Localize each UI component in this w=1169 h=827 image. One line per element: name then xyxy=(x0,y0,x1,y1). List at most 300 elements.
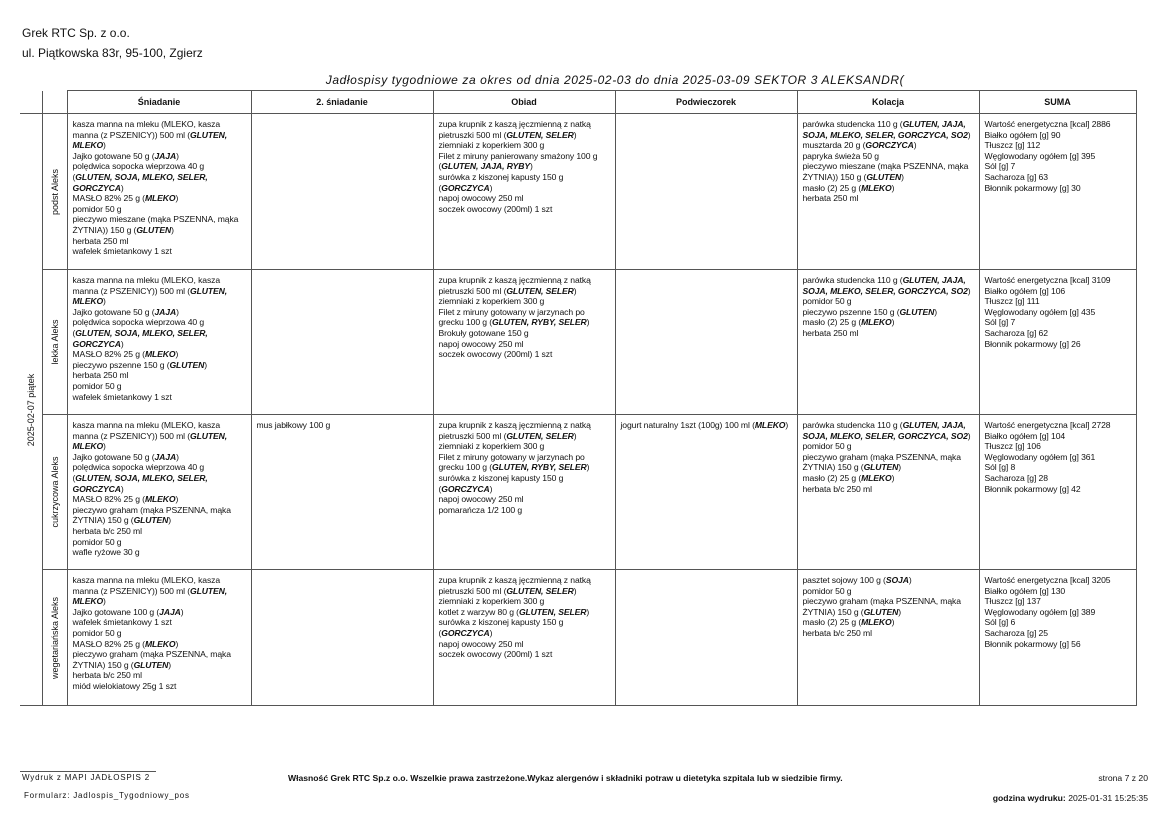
meal-item xyxy=(439,119,610,140)
meal-item xyxy=(439,617,610,638)
print-time-label: godzina wydruku: xyxy=(992,793,1066,803)
meal-item-text: herbata 250 ml xyxy=(802,193,859,204)
meal-item-text: Filet z miruny panierowany smażony 100 g ( xyxy=(438,150,598,172)
allergen-list: GLUTEN xyxy=(136,224,172,235)
diet-cell xyxy=(42,270,67,415)
header-col-obiad: Obiad xyxy=(433,91,615,114)
nutrition-value: Białko ogółem [g] 90 xyxy=(984,129,1061,140)
meal-item-text: pomidor 50 g xyxy=(72,203,122,214)
header-col-podwieczorek: Podwieczorek xyxy=(615,91,797,114)
nutrition-value: Sacharoza [g] 63 xyxy=(984,171,1048,182)
meal-item xyxy=(803,119,974,140)
allergen-list: GLUTEN, SELER xyxy=(506,585,574,596)
meal-item-text: ) xyxy=(120,182,124,193)
nutrition-value: Wartość energetyczna [kcal] 2728 xyxy=(984,420,1111,430)
diet-cell xyxy=(42,415,67,570)
footer-page-number: strona 7 z 20 xyxy=(1098,773,1148,783)
diet-row xyxy=(20,270,1136,415)
footer-divider xyxy=(20,771,156,772)
meal-item-text: soczek owocowy (200ml) 1 szt xyxy=(438,649,553,660)
meal-item xyxy=(73,649,246,670)
meal-item xyxy=(803,452,974,473)
allergen-list: GLUTEN, MLEKO xyxy=(72,285,228,307)
allergen-list: GLUTEN, SELER xyxy=(506,285,574,296)
allergen-list: GLUTEN, SOJA, MLEKO, SELER, GORCZYCA xyxy=(72,171,208,193)
meal-item xyxy=(439,639,610,650)
meal-item-text: pasztet sojowy 100 g ( xyxy=(802,575,886,585)
meal-cell-podwieczorek xyxy=(615,114,797,270)
meal-item-text: ) xyxy=(586,317,590,328)
meal-item xyxy=(73,670,246,681)
meal-item-text: ) xyxy=(908,575,912,585)
nutrition-value: Sól [g] 8 xyxy=(984,462,1016,473)
meal-item-text: ) xyxy=(967,285,971,296)
date-cell xyxy=(20,114,42,706)
meal-item-text: ) xyxy=(175,193,179,204)
meal-item xyxy=(73,204,246,215)
meal-item-text: ziemniaki z koperkiem 300 g xyxy=(438,296,545,307)
meal-item-text: parówka studencka 110 g ( xyxy=(802,275,903,285)
meal-item xyxy=(803,193,974,204)
meal-item xyxy=(73,420,246,452)
meal-item xyxy=(73,360,246,371)
nutrition-value: Sacharoza [g] 28 xyxy=(984,472,1048,483)
nutrition-value: Węglowodany ogółem [g] 361 xyxy=(984,451,1096,462)
meal-item xyxy=(803,307,974,318)
meal-item-text: pieczywo graham (mąka PSZENNA, mąka ŻYTNIA) 150 g ( xyxy=(72,504,231,526)
meal-item xyxy=(803,484,974,495)
allergen-list: MLEKO xyxy=(144,349,176,360)
nutrition-value: Wartość energetyczna [kcal] 2886 xyxy=(984,119,1111,129)
footer-print-time xyxy=(993,793,1148,803)
meal-item-text: wafelek śmietankowy 1 szt xyxy=(72,246,172,257)
meal-item xyxy=(73,617,246,628)
allergen-list: SOJA xyxy=(885,575,909,585)
meal-item-text: MASŁO 82% 25 g ( xyxy=(72,193,145,204)
nutrition-value: Tłuszcz [g] 112 xyxy=(984,140,1041,151)
meal-cell-obiad xyxy=(433,415,615,570)
meal-item-text: Jajko gotowane 100 g ( xyxy=(72,606,160,617)
nutrition-value: Białko ogółem [g] 104 xyxy=(984,430,1066,441)
meal-item-text: kasza manna na mleku (MLEKO, kasza manna (z PSZENICY)) 500 ml ( xyxy=(72,420,221,441)
meal-item-text: kasza manna na mleku (MLEKO, kasza manna (z PSZENICY)) 500 ml ( xyxy=(72,119,221,140)
meal-item xyxy=(439,339,610,350)
meal-item xyxy=(803,275,974,296)
meal-item xyxy=(439,420,610,441)
allergen-list: JAJA xyxy=(154,306,177,317)
meal-item-text: wafelek śmietankowy 1 szt xyxy=(72,617,172,628)
allergen-list: JAJA xyxy=(154,451,177,462)
nutrition-value: Węglowodany ogółem [g] 389 xyxy=(984,606,1096,617)
meal-item-text: jogurt naturalny 1szt (100g) 100 ml ( xyxy=(620,420,755,430)
meal-item-text: soczek owocowy (200ml) 1 szt xyxy=(438,203,553,214)
header-col-suma: SUMA xyxy=(979,91,1136,114)
meal-item xyxy=(439,275,610,296)
allergen-list: GORCZYCA xyxy=(441,182,490,193)
meal-item-text: Filet z miruny gotowany w jarzynach po grecku 100 g ( xyxy=(438,451,585,473)
meal-item-text: wafelek śmietankowy 1 szt xyxy=(72,391,172,402)
meal-item-text: pomidor 50 g xyxy=(72,627,122,638)
meal-item-text: ) xyxy=(489,182,493,193)
allergen-list: GLUTEN, SELER xyxy=(506,129,574,140)
header-blank-diet xyxy=(42,91,67,114)
meal-item-text: masło (2) 25 g ( xyxy=(802,182,862,193)
meal-item-text: ) xyxy=(934,306,937,317)
diet-cell xyxy=(42,114,67,270)
meal-item-text: ) xyxy=(898,606,902,617)
meal-item-text: ) xyxy=(103,296,106,307)
meal-item xyxy=(439,193,610,204)
meal-item-text: herbata b/c 250 ml xyxy=(802,483,872,494)
meal-cell-kolacja xyxy=(797,415,979,570)
meal-item-text: ) xyxy=(176,306,179,317)
meal-item-text: herbata b/c 250 ml xyxy=(72,525,142,536)
allergen-list: GLUTEN, MLEKO xyxy=(72,585,228,607)
allergen-list: GLUTEN, SOJA, MLEKO, SELER, GORCZYCA xyxy=(72,327,208,349)
meal-item-text: pieczywo graham (mąka PSZENNA, mąka ŻYTNIA) 150 g ( xyxy=(72,649,231,670)
meal-item-text: ) xyxy=(120,338,124,349)
allergen-list: GLUTEN, MLEKO xyxy=(72,129,228,151)
meal-item-text: ) xyxy=(120,483,124,494)
meal-item-text: pomarańcza 1/2 100 g xyxy=(438,504,523,515)
meal-item-text: ) xyxy=(530,161,533,172)
meal-item xyxy=(803,628,974,639)
meal-item-text: napoj owocowy 250 ml xyxy=(438,494,524,505)
meal-item xyxy=(73,628,246,639)
meal-item xyxy=(439,307,610,328)
meal-cell-podwieczorek xyxy=(615,415,797,570)
meal-item-text: zupa krupnik z kaszą jęczmienną z natką pietruszki 500 ml ( xyxy=(438,420,591,441)
nutrition-summary-cell xyxy=(979,114,1136,270)
meal-item-text: MASŁO 82% 25 g ( xyxy=(72,638,145,649)
meal-item xyxy=(73,505,246,526)
meal-item xyxy=(73,494,246,505)
meal-item-text: masło (2) 25 g ( xyxy=(802,472,862,483)
diet-row xyxy=(20,114,1136,270)
meal-item-text: pomidor 50 g xyxy=(802,296,852,307)
allergen-list: GLUTEN, RYBY, SELER xyxy=(492,462,587,473)
meal-item-text: ) xyxy=(176,150,179,161)
meal-item-text: zupa krupnik z kaszą jęczmienną z natką pietruszki 500 ml ( xyxy=(438,575,591,596)
diet-label: wegetariańska Aleks xyxy=(49,596,60,679)
meal-item-text: ) xyxy=(573,430,577,441)
allergen-list: MLEKO xyxy=(144,494,176,505)
meal-item-text: ) xyxy=(180,606,184,617)
meal-item-text: wafle ryżowe 30 g xyxy=(72,547,140,558)
meal-item-text: surówka z kiszonej kapusty 150 g ( xyxy=(438,472,564,494)
meal-item xyxy=(73,370,246,381)
nutrition-value: Tłuszcz [g] 137 xyxy=(984,596,1041,607)
meal-item-text: ) xyxy=(891,617,895,628)
meal-item-text: napoj owocowy 250 ml xyxy=(438,193,524,204)
meal-item xyxy=(439,204,610,215)
allergen-list: GLUTEN xyxy=(863,606,899,617)
meal-item-text: soczek owocowy (200ml) 1 szt xyxy=(438,349,553,360)
meal-item-text: herbata 250 ml xyxy=(72,235,129,246)
meal-item xyxy=(803,596,974,617)
meal-item-text: polędwica sopocka wieprzowa 40 g ( xyxy=(72,161,205,182)
allergen-list: GLUTEN, JAJA, SOJA, MLEKO, SELER, GORCZYCA, SO2 xyxy=(802,275,968,296)
meal-cell-drugie-sniadanie xyxy=(251,114,433,270)
nutrition-value: Sól [g] 7 xyxy=(984,161,1016,172)
meal-item xyxy=(621,420,792,431)
meal-item xyxy=(73,151,246,162)
allergen-list: GLUTEN, JAJA, RYBY xyxy=(441,161,531,172)
meal-item-text: ) xyxy=(489,483,493,494)
page-title: Jadłospisy tygodniowe za okres od dnia 2025-02-03 do dnia 2025-03-09 SEKTOR 3 ALEKSANDR( xyxy=(325,73,905,87)
meal-item xyxy=(439,607,610,618)
meal-item-text: herbata b/c 250 ml xyxy=(802,627,872,638)
meal-item-text: ) xyxy=(171,224,174,235)
nutrition-value: Błonnik pokarmowy [g] 56 xyxy=(984,638,1081,649)
meal-cell-podwieczorek xyxy=(615,570,797,706)
meal-item-text: ) xyxy=(175,638,179,649)
meal-cell-obiad xyxy=(433,114,615,270)
meal-item-text: herbata b/c 250 ml xyxy=(72,670,142,681)
allergen-list: MLEKO xyxy=(861,317,892,328)
meal-item-text: ) xyxy=(586,606,590,617)
meal-item xyxy=(803,151,974,162)
meal-item-text: kotlet z warzyw 80 g ( xyxy=(438,606,519,617)
meal-item-text: kasza manna na mleku (MLEKO, kasza manna (z PSZENICY)) 500 ml ( xyxy=(72,275,221,296)
meal-item xyxy=(73,639,246,650)
diet-row xyxy=(20,570,1136,706)
header-blank xyxy=(20,91,42,114)
meal-item-text: Jajko gotowane 50 g ( xyxy=(72,306,155,317)
allergen-list: MLEKO xyxy=(754,420,786,430)
allergen-list: GORCZYCA xyxy=(865,140,914,151)
meal-item-text: pomidor 50 g xyxy=(72,536,122,547)
meal-item xyxy=(803,586,974,597)
meal-item xyxy=(73,575,246,607)
meal-item-text: ) xyxy=(967,430,971,441)
allergen-list: GLUTEN xyxy=(169,359,205,370)
meal-item-text: ) xyxy=(489,627,493,638)
meal-item xyxy=(439,452,610,473)
company-info xyxy=(22,23,203,63)
meal-item xyxy=(803,317,974,328)
meal-cell-drugie-sniadanie xyxy=(251,570,433,706)
meal-item-text: herbata 250 ml xyxy=(802,327,859,338)
meal-cell-sniadanie xyxy=(67,270,251,415)
allergen-list: MLEKO xyxy=(861,182,892,193)
meal-item-text: ) xyxy=(204,359,207,370)
date-label: 2025-02-07 piątek xyxy=(25,373,36,446)
meal-item xyxy=(73,526,246,537)
meal-item-text: ziemniaki z koperkiem 300 g xyxy=(438,441,545,452)
meal-item xyxy=(73,193,246,204)
meal-item xyxy=(73,537,246,548)
allergen-list: MLEKO xyxy=(861,472,892,483)
meal-item xyxy=(439,596,610,607)
meal-item-text: MASŁO 82% 25 g ( xyxy=(72,349,145,360)
meal-item xyxy=(73,349,246,360)
meal-item xyxy=(73,236,246,247)
meal-item xyxy=(73,214,246,235)
meal-item-text: napoj owocowy 250 ml xyxy=(438,638,524,649)
meal-cell-obiad xyxy=(433,270,615,415)
meal-item-text: ) xyxy=(168,515,172,526)
nutrition-value: Węglowodany ogółem [g] 435 xyxy=(984,306,1096,317)
meal-item xyxy=(73,275,246,307)
allergen-list: GLUTEN, JAJA, SOJA, MLEKO, SELER, GORCZYCA, SO2 xyxy=(802,119,968,140)
header-col-2-sniadanie: 2. śniadanie xyxy=(251,91,433,114)
allergen-list: MLEKO xyxy=(861,617,892,628)
meal-item-text: ) xyxy=(785,420,789,430)
meal-item-text: ) xyxy=(967,129,971,140)
meal-item-text: MASŁO 82% 25 g ( xyxy=(72,494,145,505)
meal-item xyxy=(73,392,246,403)
allergen-list: MLEKO xyxy=(144,193,176,204)
diet-label: cukrzycowa Aleks xyxy=(49,456,60,528)
meal-item xyxy=(803,183,974,194)
nutrition-value: Białko ogółem [g] 106 xyxy=(984,285,1066,296)
allergen-list: GLUTEN, JAJA, SOJA, MLEKO, SELER, GORCZYCA, SO2 xyxy=(802,420,968,441)
allergen-list: GORCZYCA xyxy=(441,483,490,494)
meal-item-text: parówka studencka 110 g ( xyxy=(802,420,903,430)
meal-item xyxy=(439,441,610,452)
meal-cell-drugie-sniadanie xyxy=(251,270,433,415)
allergen-list: GLUTEN, MLEKO xyxy=(72,430,228,452)
meal-item-text: ) xyxy=(573,585,577,596)
meal-item-text: ) xyxy=(573,129,577,140)
meal-item xyxy=(439,296,610,307)
nutrition-value: Tłuszcz [g] 111 xyxy=(984,296,1040,307)
meal-item xyxy=(803,575,974,586)
meal-item-text: ) xyxy=(913,140,917,151)
meal-item-text: ) xyxy=(898,462,902,473)
allergen-list: GLUTEN xyxy=(133,515,169,526)
meal-item-text: pomidor 50 g xyxy=(802,441,852,452)
meal-item-text: masło (2) 25 g ( xyxy=(802,617,862,628)
footer-print-source: Wydruk z MAPI JADŁOSPIS 2 xyxy=(22,773,150,782)
company-address: ul. Piątkowska 83r, 95-100, Zgierz xyxy=(22,46,203,60)
diet-row xyxy=(20,415,1136,570)
meal-item-text: ) xyxy=(891,317,895,328)
meal-item-text: ) xyxy=(103,441,106,452)
meal-item xyxy=(439,505,610,516)
meal-item-text: pieczywo mieszane (mąka PSZENNA, mąka ŻYTNIA)) 150 g ( xyxy=(72,214,239,235)
menu-table xyxy=(20,90,1137,706)
meal-item xyxy=(257,420,428,431)
header-row xyxy=(20,91,1136,114)
meal-item-text: ) xyxy=(168,659,172,670)
meal-item xyxy=(803,441,974,452)
meal-item xyxy=(73,607,246,618)
meal-item-text: musztarda 20 g ( xyxy=(802,140,866,151)
meal-item-text: Filet z miruny gotowany w jarzynach po grecku 100 g ( xyxy=(438,306,585,328)
meal-item-text: miód wielokiatowy 25g 1 szt xyxy=(72,680,177,691)
nutrition-value: Sacharoza [g] 25 xyxy=(984,627,1048,638)
meal-item xyxy=(73,547,246,558)
meal-item-text: zupa krupnik z kaszą jęczmienną z natką pietruszki 500 ml ( xyxy=(438,119,591,140)
meal-item-text: pieczywo graham (mąka PSZENNA, mąka ŻYTNIA) 150 g ( xyxy=(802,596,961,617)
meal-cell-drugie-sniadanie xyxy=(251,415,433,570)
allergen-list: GLUTEN xyxy=(866,171,902,182)
footer-ownership-note: Własność Grek RTC Sp.z o.o. Wszelkie prawa zastrzeżone.Wykaz alergenów i składniki potraw u dietetyka szpitala lub w siedzibie firmy. xyxy=(288,773,843,783)
diet-label: podst Aleks xyxy=(49,168,60,215)
meal-item-text: Brokuły gotowane 150 g xyxy=(438,327,529,338)
meal-item-text: ) xyxy=(175,494,179,505)
meal-item xyxy=(803,161,974,182)
meal-cell-sniadanie xyxy=(67,114,251,270)
meal-item xyxy=(439,575,610,596)
allergen-list: GLUTEN, SELER xyxy=(518,606,587,617)
meal-item-text: ) xyxy=(175,349,179,360)
meal-item-text: kasza manna na mleku (MLEKO, kasza manna (z PSZENICY)) 500 ml ( xyxy=(72,575,221,596)
meal-item-text: parówka studencka 110 g ( xyxy=(802,119,903,129)
allergen-list: GLUTEN, SELER xyxy=(506,430,574,441)
meal-item-text: papryka świeża 50 g xyxy=(802,150,879,161)
nutrition-summary-cell xyxy=(979,270,1136,415)
nutrition-value: Błonnik pokarmowy [g] 30 xyxy=(984,182,1081,193)
allergen-list: GLUTEN xyxy=(133,659,169,670)
allergen-list: GLUTEN, SOJA, MLEKO, SELER, GORCZYCA xyxy=(72,472,208,494)
meal-cell-obiad xyxy=(433,570,615,706)
meal-item xyxy=(803,328,974,339)
nutrition-value: Tłuszcz [g] 106 xyxy=(984,441,1041,452)
meal-item-text: Jajko gotowane 50 g ( xyxy=(72,150,155,161)
meal-item xyxy=(73,452,246,463)
footer-form-name: Formularz: Jadlospis_Tygodniowy_pos xyxy=(24,791,190,800)
meal-item-text: pieczywo mieszane (mąka PSZENNA, mąka ŻYTNIA)) 150 g ( xyxy=(802,161,969,182)
meal-item-text: pieczywo pszenne 150 g ( xyxy=(72,359,170,370)
meal-item-text: pieczywo pszenne 150 g ( xyxy=(802,306,900,317)
meal-item-text: ) xyxy=(891,472,895,483)
meal-item xyxy=(803,420,974,441)
meal-item xyxy=(73,119,246,151)
nutrition-value: Błonnik pokarmowy [g] 26 xyxy=(984,338,1081,349)
nutrition-value: Wartość energetyczna [kcal] 3205 xyxy=(984,575,1111,585)
meal-item-text: ) xyxy=(103,596,106,607)
meal-item xyxy=(803,140,974,151)
meal-item xyxy=(73,317,246,349)
meal-item-text: pieczywo graham (mąka PSZENNA, mąka ŻYTNIA) 150 g ( xyxy=(802,451,961,473)
meal-item xyxy=(73,381,246,392)
meal-item xyxy=(803,617,974,628)
meal-item-text: ) xyxy=(176,451,179,462)
meal-cell-sniadanie xyxy=(67,415,251,570)
meal-item-text: polędwica sopocka wieprzowa 40 g ( xyxy=(72,462,205,483)
meal-cell-sniadanie xyxy=(67,570,251,706)
meal-item-text: napoj owocowy 250 ml xyxy=(438,338,524,349)
allergen-list: JAJA xyxy=(159,606,181,617)
meal-item xyxy=(439,140,610,151)
nutrition-summary-cell xyxy=(979,415,1136,570)
meal-item-text: herbata 250 ml xyxy=(72,370,129,381)
meal-item-text: mus jabłkowy 100 g xyxy=(256,420,331,430)
meal-item-text: polędwica sopocka wieprzowa 40 g ( xyxy=(72,317,205,338)
meal-cell-kolacja xyxy=(797,270,979,415)
print-time-value: 2025-01-31 15:25:35 xyxy=(1068,793,1148,803)
meal-item xyxy=(439,649,610,660)
meal-item-text: pomidor 50 g xyxy=(72,380,122,391)
company-name: Grek RTC Sp. z o.o. xyxy=(22,26,130,40)
header-col-sniadanie: Śniadanie xyxy=(67,91,251,114)
meal-item-text: Jajko gotowane 50 g ( xyxy=(72,451,155,462)
meal-item xyxy=(803,473,974,484)
meal-item xyxy=(73,246,246,257)
meal-item xyxy=(439,494,610,505)
nutrition-value: Sól [g] 6 xyxy=(984,617,1016,628)
meal-cell-podwieczorek xyxy=(615,270,797,415)
nutrition-value: Białko ogółem [g] 130 xyxy=(984,585,1066,596)
meal-item-text: ziemniaki z koperkiem 300 g xyxy=(438,596,545,607)
header-col-kolacja: Kolacja xyxy=(797,91,979,114)
nutrition-value: Węglowodany ogółem [g] 395 xyxy=(984,150,1096,161)
meal-item xyxy=(439,349,610,360)
meal-item xyxy=(439,151,610,172)
